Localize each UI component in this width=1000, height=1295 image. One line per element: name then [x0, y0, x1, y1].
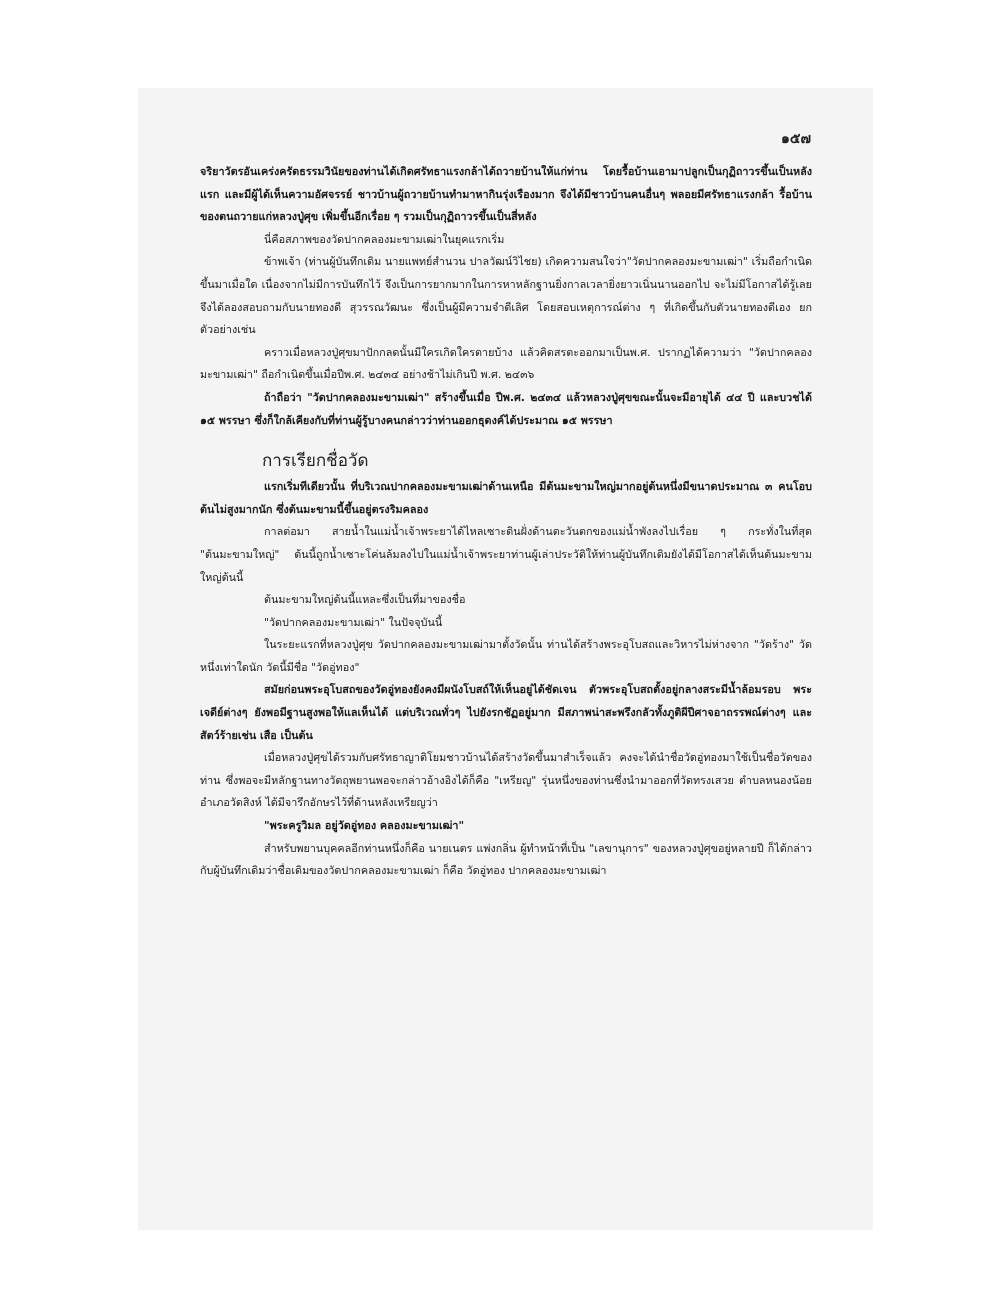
- paragraph: จริยาวัตรอันเคร่งครัดธรรมวินัยของท่านได้เกิดศรัทธาแรงกล้าได้ถวายบ้านให้แก่ท่าน โดยรื้อบ้านเอามาปลูกเป็นกุฏิถาวรขึ้นเป็นหลังแรก และมีผู้ได้เห็นความอัศจรรย์ ชาวบ้านผู้ถวายบ้านทำมาหากินรุ่งเรืองมาก จึงได้มีชาวบ้านคนอื่นๆ พลอยมีศรัทธาแรงกล้า รื้อบ้านของตนถวายแก่หลวงปู่ศุข เพิ่มขึ้นอีกเรื่อย ๆ รวมเป็นกุฏิถาวรขึ้นเป็นสี่หลัง: [200, 165, 812, 224]
- paragraph: "วัดปากคลองมะขามเฒ่า" ในปัจจุบันนี้: [264, 615, 443, 629]
- section-heading: การเรียกชื่อวัด: [262, 451, 369, 472]
- page-number: ๑๕๗: [780, 131, 811, 147]
- section-gap: [200, 432, 812, 448]
- paragraph: นี่คือสภาพของวัดปากคลองมะขามเฒ่าในยุคแรกเริ่ม: [264, 232, 505, 246]
- paragraph: กาลต่อมา สายน้ำในแม่น้ำเจ้าพระยาได้ไหลเซาะดินฝั่งด้านตะวันตกของแม่น้ำพังลงไปเรื่อย ๆ กระทั่งในที่สุด "ต้นมะขามใหญ่" ต้นนี้ถูกน้ำเซาะโค่นล้มลงไปในแม่น้ำเจ้าพระยาท่านผู้เล่าประวัติให้ท่านผู้บันทึกเดิมยังได้มีโอกาสได้เห็นต้นมะขามใหญ่ต้นนี้: [200, 525, 812, 584]
- paragraph: ต้นมะขามใหญ่ต้นนี้แหละซึ่งเป็นที่มาของชื่อ: [264, 593, 466, 607]
- paragraph: ข้าพเจ้า (ท่านผู้บันทึกเดิม นายแพทย์สำนวน ปาลวัฒน์วิไชย) เกิดความสนใจว่า"วัดปากคลองมะขามเฒ่า" เริ่มถือกำเนิดขึ้นมาเมื่อใด เนื่องจากไม่มีการบันทึกไว้ จึงเป็นการยากมากในการหาหลักฐานยิ่งกาลเวลายิ่งยาวเนิ่นนานออกไป จะไม่มีโอกาสได้รู้เลย จึงได้ลองสอบถามกับนายทองดี สุวรรณวัฒนะ ซึ่งเป็นผู้มีความจำดีเลิศ โดยสอบเหตุการณ์ต่าง ๆ ที่เกิดขึ้นกับตัวนายทองดีเอง ยกตัวอย่างเช่น: [200, 255, 812, 337]
- paragraph: สำหรับพยานบุคคลอีกท่านหนึ่งก็คือ นายเนตร แพ่งกลิ่น ผู้ทำหน้าที่เป็น "เลขานุการ" ของหลวงปู่ศุขอยู่หลายปี ก็ได้กล่าวกับผู้บันทึกเดิมว่าชื่อเดิมของวัดปากคลองมะขามเฒ่า ก็คือ วัดอู่ทอง ปากคลองมะขามเฒ่า: [200, 841, 812, 878]
- paragraph: ในระยะแรกที่หลวงปู่ศุข วัดปากคลองมะขามเฒ่ามาตั้งวัดนั้น ท่านได้สร้างพระอุโบสถและวิหารไม่ห่างจาก "วัดร้าง" วัดหนึ่งเท่าใดนัก วัดนี้มีชื่อ "วัดอู่ทอง": [200, 638, 812, 674]
- paragraph: ถ้าถือว่า "วัดปากคลองมะขามเฒ่า" สร้างขึ้นเมื่อ ปีพ.ศ. ๒๔๓๔ แล้วหลวงปู่ศุขขณะนั้นจะมีอายุได้ ๔๔ ปี และบวชได้ ๑๕ พรรษา ซึ่งก็ใกล้เคียงกับที่ท่านผู้รู้บางคนกล่าวว่าท่านออกธุดงค์ได้ประมาณ ๑๕ พรรษา: [200, 390, 812, 427]
- paragraph: แรกเริ่มทีเดียวนั้น ที่บริเวณปากคลองมะขามเฒ่าด้านเหนือ มีต้นมะขามใหญ่มากอยู่ต้นหนึ่งมีขนาดประมาณ ๓ คนโอบ ต้นไม่สูงมากนัก ซึ่งต้นมะขามนี้ขึ้นอยู่ตรงริมคลอง: [200, 480, 812, 516]
- paragraph: คราวเมื่อหลวงปู่ศุขมาปักกลดนั้นมีใครเกิดใครตายบ้าง แล้วคิดสรตะออกมาเป็นพ.ศ. ปรากฏได้ความว่า "วัดปากคลองมะขามเฒ่า" ถือกำเนิดขึ้นเมื่อปีพ.ศ. ๒๔๓๔ อย่างช้าไม่เกินปี พ.ศ. ๒๔๓๖: [200, 345, 812, 382]
- scanned-page: [138, 88, 873, 1230]
- paragraph: "พระครูวิมล อยู่วัดอู่ทอง คลองมะขามเฒ่า": [264, 819, 465, 833]
- page-body: [200, 161, 812, 883]
- paragraph: เมื่อหลวงปู่ศุขได้รวมกับศรัทธาญาติโยมชาวบ้านได้สร้างวัดขึ้นมาสำเร็จแล้ว คงจะได้นำชื่อวัดอู่ทองมาใช้เป็นชื่อวัดของท่าน ซึ่งพอจะมีหลักฐานทางวัตถุพยานพอจะกล่าวอ้างอิงได้ก็คือ "เหรียญ" รุ่นหนึ่งของท่านซึ่งนำมาออกที่วัดทรงเสวย ตำบลหนองน้อย อำเภอวัดสิงห์ ได้มีจารึกอักษรไว้ที่ด้านหลังเหรียญว่า: [200, 751, 812, 810]
- paragraph: สมัยก่อนพระอุโบสถของวัดอู่ทองยังคงมีผนังโบสถ์ให้เห็นอยู่ได้ชัดเจน ตัวพระอุโบสถตั้งอยู่กลางสระมีน้ำล้อมรอบ พระเจดีย์ต่างๆ ยังพอมีฐานสูงพอให้แลเห็นได้ แต่บริเวณทั่วๆ ไปยังรกชัฏอยู่มาก มีสภาพน่าสะพรึงกลัวทั้งภูติผีปีศาจอาถรรพณ์ต่างๆ และสัตว์ร้ายเช่น เสือ เป็นต้น: [200, 683, 812, 742]
